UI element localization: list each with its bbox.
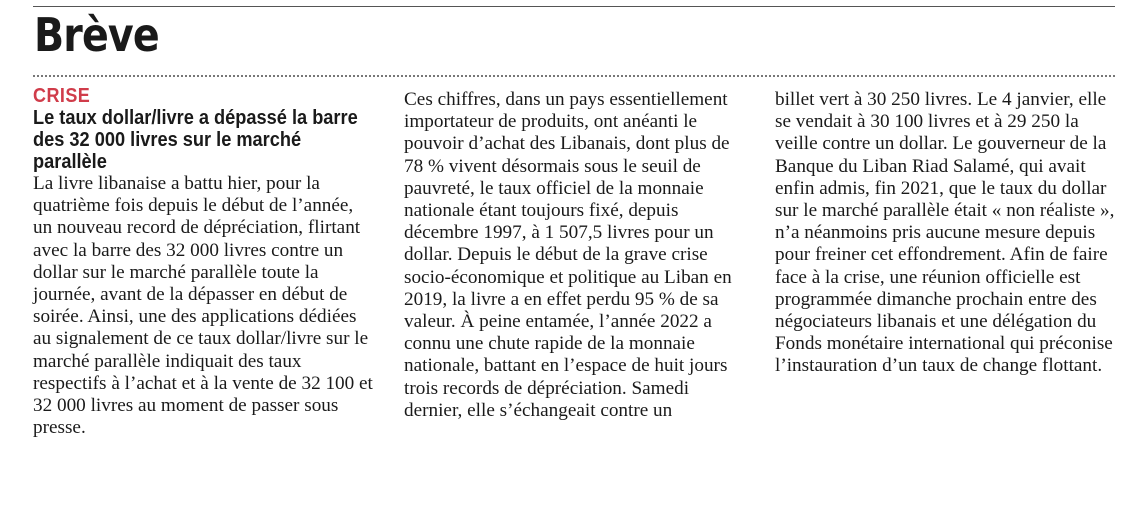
article xyxy=(33,85,1115,439)
article-column-3 xyxy=(775,85,1115,439)
article-kicker: CRISE xyxy=(33,85,91,107)
article-body-2: Ces chiffres, dans un pays essentiellement importateur de produits, ont anéanti le pouvoir d’achat des Libanais, dont plus de 78 % vivent désormais sous le seuil de pauvreté, le taux officiel de la monnaie nationale étant toujours fixé, depuis décembre 1997, à 1 507,5 livres pour un dollar. Depuis le début de la grave crise socio-économique et politique au Liban en 2019, la livre a en effet perdu 95 % de sa valeur. À peine entamée, l’année 2022 a connu une chute rapide de la monnaie nationale, battant en l’espace de huit jours trois records de dépréciation. Samedi dernier, elle s’échangeait contre un xyxy=(404,89,732,421)
article-body-1: La livre libanaise a battu hier, pour la quatrième fois depuis le début de l’année, un nouveau record de dépréciation, flirtant avec la barre des 32 000 livres contre un dollar sur le marché parallèle toute la journée, avant de la dépasser en début de soirée. Ainsi, une des applications dédiées au signalement de ce taux dollar/livre sur le marché parallèle indiquait des taux respectifs à l’achat et à la vente de 32 100 et 32 000 livres au moment de passer sous presse. xyxy=(33,173,373,439)
article-headline: Le taux dollar/livre a dépassé la barre des 32 000 livres sur le marché parallèle xyxy=(33,107,358,173)
top-rule xyxy=(33,6,1115,7)
dotted-divider xyxy=(33,75,1115,77)
article-column-2 xyxy=(404,85,744,439)
article-body-3: billet vert à 30 250 livres. Le 4 janvier, elle se vendait à 30 100 livres et à 29 250 la veille contre un dollar. Le gouverneur de la Banque du Liban Riad Salamé, qui avait enfin admis, fin 2021, que le taux du dollar sur le marché parallèle était « non réaliste », n’a néanmoins pris aucune mesure depuis pour freiner cet effondrement. Afin de faire face à la crise, une réunion officielle est programmée dimanche prochain entre des négociateurs libanais et une délégation du Fonds monétaire international qui préconise l’instauration d’un taux de change flottant. xyxy=(775,89,1115,377)
section-title: Brève xyxy=(34,8,159,62)
article-column-1 xyxy=(33,85,373,439)
